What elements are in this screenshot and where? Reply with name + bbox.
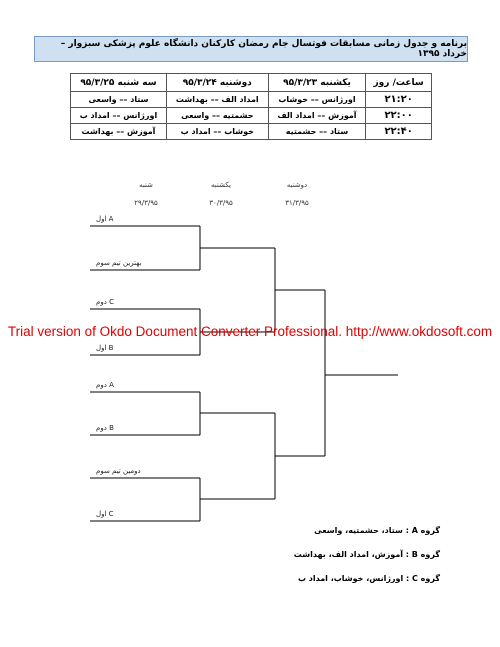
time-cell: ۲۲:۰۰ — [366, 108, 432, 124]
bracket-entry: دوم B — [96, 424, 114, 432]
bracket-day-2: یکشنبه — [210, 181, 232, 189]
bracket-entry: دومین تیم سوم — [96, 467, 141, 475]
bracket-entry: اول A — [96, 215, 114, 223]
bracket-date-1: ۲۹/۳/۹۵ — [134, 199, 158, 207]
match-cell: اورژانس –– خوشاب — [268, 92, 366, 108]
match-cell: امداد الف –– بهداشت — [166, 92, 268, 108]
match-cell: اورژانس –– امداد ب — [71, 108, 167, 124]
header-tuesday: سه شنبه ۹۵/۳/۲۵ — [71, 74, 167, 92]
match-cell: آموزش –– بهداشت — [71, 124, 167, 140]
bracket-entry: دوم A — [96, 381, 114, 389]
time-cell: ۲۱:۲۰ — [366, 92, 432, 108]
match-cell: ستاد –– واسعی — [71, 92, 167, 108]
bracket-entry: بهترین تیم سوم — [96, 259, 142, 267]
match-cell: حشمتیه –– واسعی — [166, 108, 268, 124]
header-monday: دوشنبه ۹۵/۳/۲۴ — [166, 74, 268, 92]
time-cell: ۲۲:۴۰ — [366, 124, 432, 140]
bracket-day-1: شنبه — [139, 181, 153, 189]
header-time-day: ساعت/ روز — [366, 74, 432, 92]
bracket-entry: اول B — [96, 344, 114, 352]
group-b-label: گروه B : آموزش، امداد الف، بهداشت — [293, 550, 440, 559]
match-cell: آموزش –– امداد الف — [268, 108, 366, 124]
group-c-label: گروه C : اورژانس، خوشاب، امداد ب — [297, 574, 440, 583]
trial-watermark: Trial version of Okdo Document Converter Professional. http://www.okdosoft.com — [7, 324, 493, 339]
bracket-entry: اول C — [96, 510, 114, 518]
group-a-label: گروه A : ستاد، حشمتیه، واسعی — [314, 526, 440, 535]
document-title-text: برنامه و جدول زمانی مسابقات فوتسال جام رمضان کارکنان دانشگاه علوم پزشکی سبزوار – خرداد ۱۳۹۵ — [60, 39, 467, 59]
bracket-date-2: ۳۰/۳/۹۵ — [209, 199, 233, 207]
header-sunday: یکشنبه ۹۵/۳/۲۳ — [268, 74, 366, 92]
bracket-date-3: ۳۱/۳/۹۵ — [285, 199, 309, 207]
bracket-day-3: دوشنبه — [286, 181, 308, 189]
match-cell: خوشاب –– امداد ب — [166, 124, 268, 140]
match-cell: ستاد –– حشمتیه — [268, 124, 366, 140]
bracket-entry: دوم C — [96, 298, 114, 306]
